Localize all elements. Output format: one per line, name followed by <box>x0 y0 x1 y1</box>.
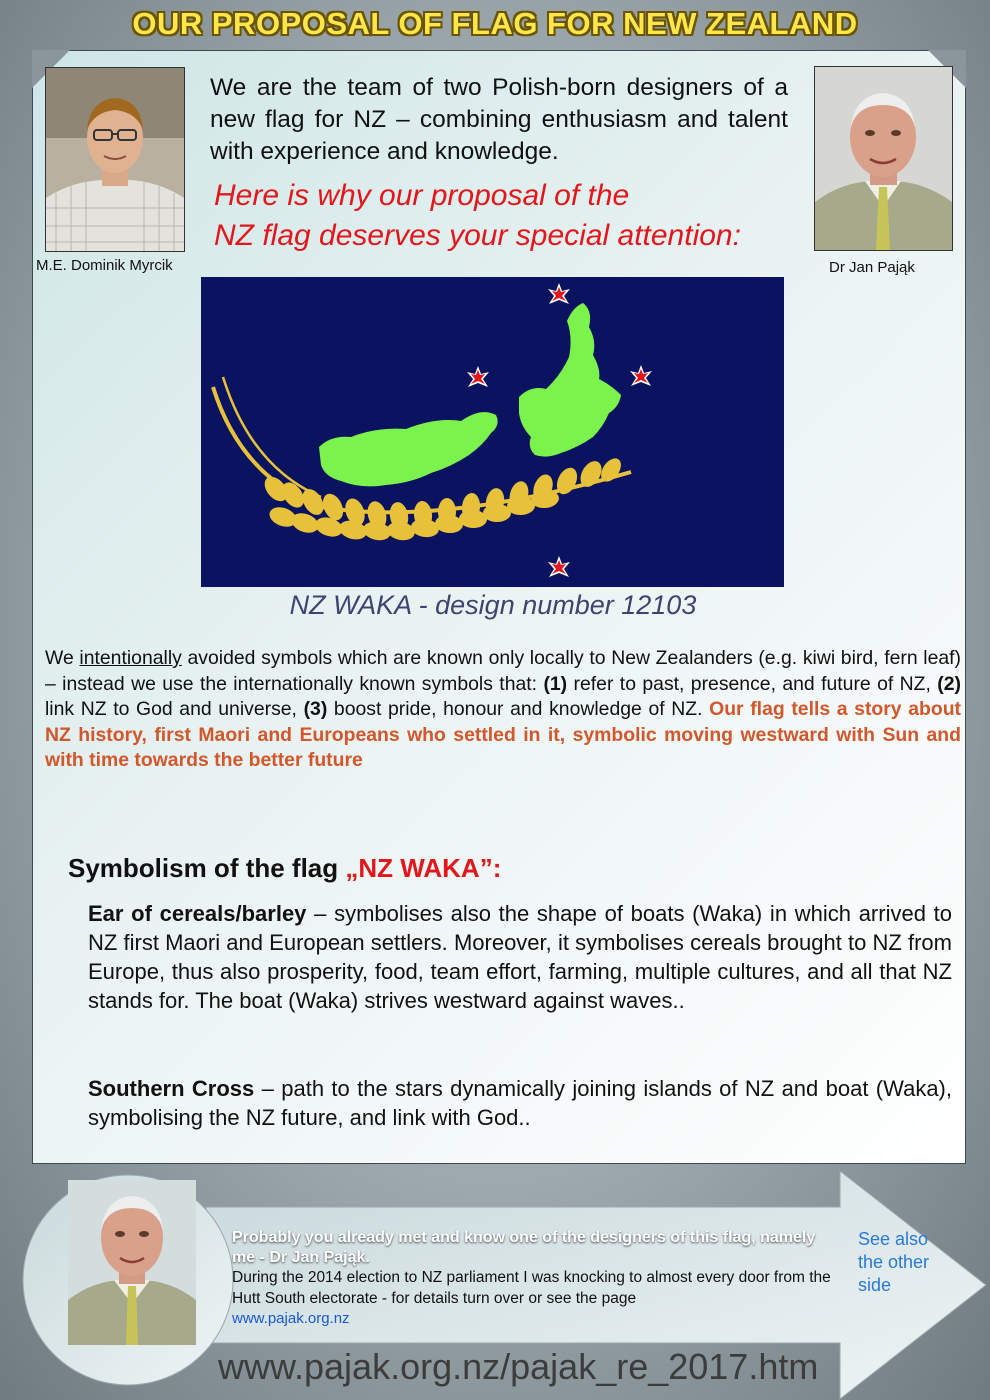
flag-nz-waka <box>201 277 784 587</box>
pajak-link[interactable]: www.pajak.org.nz <box>232 1310 350 1327</box>
body-n3: (3) <box>303 698 328 720</box>
north-island <box>519 303 621 457</box>
see-also-note: See also the other side <box>858 1229 930 1295</box>
right-designer-photo <box>814 66 953 251</box>
bottom-designer-photo <box>68 1180 196 1345</box>
southern-cross-term: Southern Cross <box>88 1076 255 1101</box>
left-designer-photo <box>45 67 185 252</box>
body-underlined: intentionally <box>79 647 182 669</box>
page-url[interactable]: www.pajak.org.nz/pajak_re_2017.htm <box>218 1346 819 1387</box>
barley-text: – symbolises also the shape of boats (Waka) in which arrived to NZ first Maori and European settlers. Moreover, it symbolises cereals brought to NZ from Europe, thus also prosperity, food, team effort, farming, multiple cultures, and all that NZ stands for. The boat (Waka) strives westward against waves.. <box>88 901 952 1013</box>
symbolism-heading <box>68 853 501 884</box>
left-designer-caption: M.E. Dominik Myrcik <box>36 257 173 274</box>
symbolism-heading-text: Symbolism of the flag <box>68 853 346 883</box>
barley-term: Ear of cereals/barley <box>88 901 307 926</box>
why-line-2: NZ flag deserves your special attention: <box>214 219 741 252</box>
symbolism-item-southern-cross <box>88 1074 952 1132</box>
body-p3: refer to past, presence, and future of NZ, <box>567 672 938 695</box>
why-heading <box>214 176 814 256</box>
why-line-1: Here is why our proposal of the <box>214 179 630 212</box>
right-designer-caption: Dr Jan Pająk <box>829 259 915 276</box>
body-p2: avoided symbols which are known only locally to New Zealanders (e.g. kiwi bird, fern leaf) – instead we use the internationally known symbols that: <box>45 647 962 695</box>
symbolism-heading-name: „NZ WAKA”: <box>345 853 502 883</box>
explanation-paragraph <box>45 646 961 774</box>
page-title: OUR PROPOSAL OF FLAG FOR NEW ZEALAND <box>132 6 858 41</box>
south-island <box>319 412 498 486</box>
bottom-normal-text: During the 2014 election to NZ parliament I was knocking to almost every door from the Hutt South electorate - for details turn over or see the page <box>232 1269 831 1307</box>
southern-cross-text: – path to the stars dynamically joining islands of NZ and boat (Waka), symbolising the NZ future, and link with God.. <box>88 1076 952 1130</box>
body-n1: (1) <box>543 672 568 695</box>
design-name: NZ WAKA - design number 12103 <box>289 590 697 620</box>
symbolism-item-barley <box>88 899 952 1015</box>
body-n2: (2) <box>937 672 961 695</box>
body-p1: We <box>45 647 80 669</box>
body-red-statement: Our flag tells a story about NZ history, first Maori and Europeans who settled in it, symbolic moving westward with Sun and with time towards the better future <box>45 698 961 771</box>
bottom-bold-text: Probably you already met and know one of the designers of this flag, namely me - Dr Jan Pająk. <box>232 1229 816 1266</box>
intro-text: We are the team of two Polish-born designers of a new flag for NZ – combining enthusiasm and talent with experience and knowledge. <box>210 74 788 165</box>
body-p4: link NZ to God and universe, <box>45 698 304 720</box>
body-p5: boost pride, honour and knowledge of NZ. <box>327 698 710 720</box>
